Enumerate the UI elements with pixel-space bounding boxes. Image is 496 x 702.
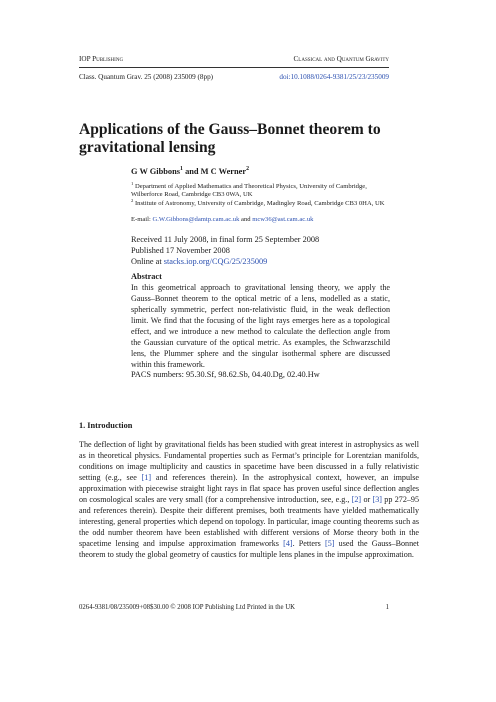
section-heading-introduction: 1. Introduction bbox=[79, 421, 133, 430]
abstract-heading: Abstract bbox=[131, 272, 162, 281]
affiliations bbox=[131, 180, 385, 208]
online-label: Online at bbox=[131, 257, 162, 267]
intro-text-5: . Petters bbox=[292, 539, 326, 548]
citation-ref-2[interactable]: [2] bbox=[351, 495, 362, 504]
header-rule bbox=[79, 67, 389, 68]
online-line bbox=[131, 256, 319, 267]
citation-ref-1[interactable]: [1] bbox=[141, 473, 152, 482]
author-join: and M C Werner bbox=[185, 167, 247, 176]
intro-text-3: or bbox=[361, 495, 373, 504]
affiliation-1-line-1 bbox=[131, 180, 385, 191]
email-label: E-mail: bbox=[131, 216, 151, 223]
affiliation-mark-2: 2 bbox=[131, 197, 134, 203]
email-werner-link[interactable]: mcw36@ast.cam.ac.uk bbox=[252, 216, 314, 223]
pacs-numbers: PACS numbers: 95.30.Sf, 98.62.Sb, 04.40.Dg, 02.40.Hw bbox=[131, 370, 320, 379]
email-gibbons-link[interactable]: G.W.Gibbons@damtp.cam.ac.uk bbox=[152, 216, 240, 223]
affiliation-2-text: Institute of Astronomy, University of Cambridge, Madingley Road, Cambridge CB3 0HA, UK bbox=[134, 199, 385, 207]
author-mark-1: 1 bbox=[180, 166, 183, 173]
intro-text-2: and references therein). In the astrophysical context, however, an impulse approximation with piecewise straight light rays in flat space has proven useful since deflection angles on cosmological scales are very small (for a comprehensive introduction, see, e.g., bbox=[79, 473, 419, 504]
author-line bbox=[131, 167, 249, 176]
citation-ref-5[interactable]: [5] bbox=[325, 539, 335, 548]
intro-text-6: used the Gauss–Bonnet theorem to study the global geometry of caustics for multiple lens planes in the impulse approximation. bbox=[79, 539, 419, 559]
footer-issn: 0264-9381/08/235009+08$30.00 © 2008 IOP Publishing Ltd Printed in the UK bbox=[79, 604, 296, 611]
journal-name: Classical and Quantum Gravity bbox=[293, 55, 389, 63]
intro-text-4: pp 272–95 and references therein). Despite their different premises, both treatments have yielded mathematically interesting, general properties which depend on topology. In particular, image counting theorems such as the odd number theorem have been established with different versions of Morse theory both in the spacetime lensing and impulse approximation frameworks bbox=[79, 495, 419, 548]
abstract-text: In this geometrical approach to gravitational lensing theory, we apply the Gauss–Bonnet theorem to the optical metric of a lens, modelled as a static, spherically symmetric, perfect non-relativistic fluid, in the weak deflection limit. We find that the focusing of the light rays emerges here as a topological effect, and we introduce a new method to calculate the deflection angle from the Gaussian curvature of the optical metric. As examples, the Schwarzschild lens, the Plummer sphere and the singular isothermal sphere are discussed within this framework. bbox=[131, 283, 390, 369]
article-title: Applications of the Gauss–Bonnet theorem to gravitational lensing bbox=[79, 121, 381, 156]
author-mark-2: 2 bbox=[246, 166, 250, 173]
publisher-name: IOP Publishing bbox=[79, 55, 124, 63]
email-and: and bbox=[241, 216, 251, 223]
citation-line: Class. Quantum Grav. 25 (2008) 235009 (8pp) bbox=[79, 73, 214, 81]
author-gibbons: G W Gibbons bbox=[131, 167, 181, 176]
page-number: 1 bbox=[385, 604, 389, 611]
received-date: Received 11 July 2008, in final form 25 September 2008 bbox=[131, 235, 320, 244]
citation-ref-3[interactable]: [3] bbox=[372, 495, 382, 504]
doi-link[interactable]: doi:10.1088/0264-9381/25/23/235009 bbox=[279, 73, 389, 81]
published-date: Published 17 November 2008 bbox=[131, 246, 230, 256]
affiliation-1-line-2: Wilberforce Road, Cambridge CB3 0WA, UK bbox=[131, 191, 253, 199]
online-link[interactable]: stacks.iop.org/CQG/25/235009 bbox=[163, 257, 268, 267]
citation-ref-4[interactable]: [4] bbox=[283, 539, 293, 548]
affiliation-2-line bbox=[131, 197, 385, 208]
intro-text-1: The deflection of light by gravitational fields has been studied with great interest in astrophysics as well as in theoretical physics. Fundamental properties such as Fermat’s principle for Lorentzian manifolds, conditions on image multiplicity and caustics in spacetime have been discussed in a fully relativistic setting (e.g., see bbox=[79, 440, 419, 482]
email-line bbox=[131, 216, 313, 224]
publication-dates bbox=[131, 234, 319, 268]
introduction-paragraph bbox=[79, 439, 419, 560]
affiliation-1-text: Department of Applied Mathematics and Theoretical Physics, University of Cambridge, bbox=[134, 183, 367, 190]
affiliation-mark-1: 1 bbox=[131, 180, 134, 186]
